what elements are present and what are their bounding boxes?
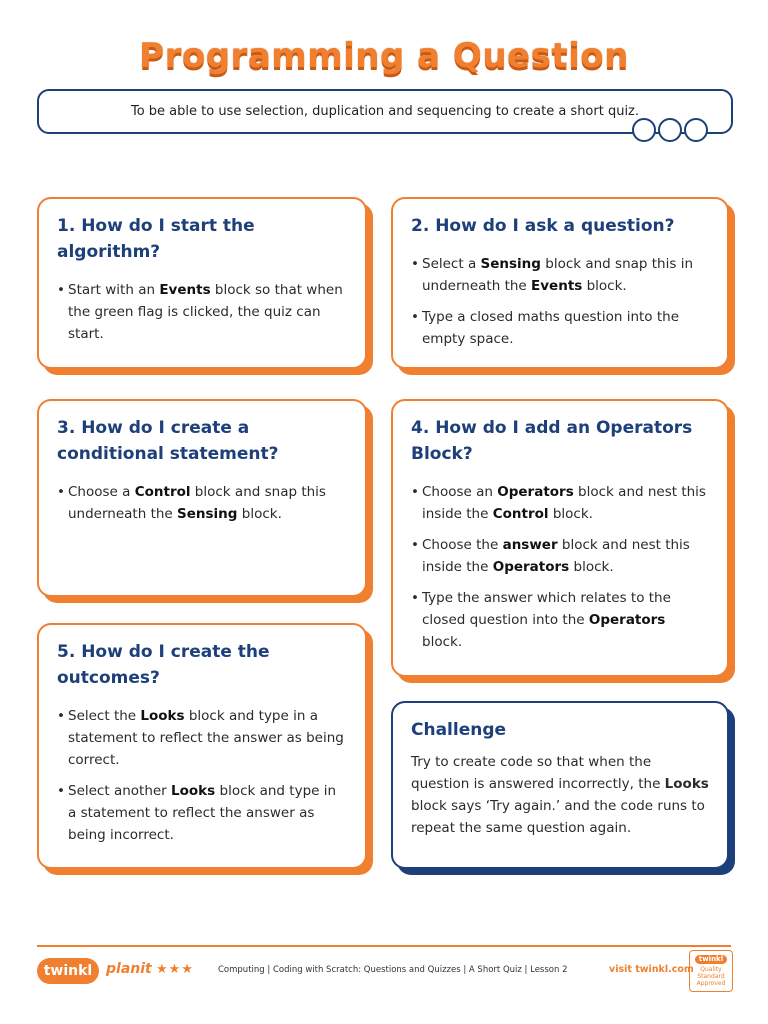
quality-seal <box>689 950 733 992</box>
bullet-item <box>57 780 347 846</box>
bullet-bold-text: Looks <box>140 708 185 724</box>
challenge-heading: Challenge <box>411 720 507 740</box>
bullet-text: block and snap this underneath the <box>68 484 326 522</box>
challenge-card <box>391 701 729 869</box>
twinkl-logo[interactable]: twinkl <box>37 958 99 984</box>
bullet-item <box>411 253 709 297</box>
challenge-text-part: block says ‘Try again.’ and the code runs to repeat the same question again. <box>411 798 705 836</box>
learning-objective <box>37 89 733 134</box>
card-5 <box>37 623 367 869</box>
bullet-bold-text: Events <box>159 282 211 298</box>
challenge-text-bold: Looks <box>664 776 709 792</box>
bullet-list <box>57 705 347 846</box>
challenge-text-part: Try to create code so that when the question is answered incorrectly, the <box>411 754 665 792</box>
decorative-circles <box>632 118 710 142</box>
bullet-bold-text: answer <box>502 537 558 553</box>
card-1 <box>37 197 367 369</box>
card-2 <box>391 197 729 369</box>
bullet-bold-text: Sensing <box>177 506 238 522</box>
bullet-text: block so that when the green flag is clicked, the quiz can start. <box>68 282 343 342</box>
breadcrumb: Computing | Coding with Scratch: Questions and Quizzes | A Short Quiz | Lesson 2 <box>218 965 568 975</box>
objective-text: To be able to use selection, duplication and sequencing to create a short quiz. <box>130 104 640 119</box>
bullet-bold-text: Operators <box>497 484 574 500</box>
page-title: Programming a Question <box>139 36 629 76</box>
card-heading: 4. How do I add an Operators Block? <box>411 418 693 464</box>
challenge-text <box>411 751 709 839</box>
bullet-bold-text: Looks <box>171 783 216 799</box>
bullet-bold-text: Operators <box>588 612 666 628</box>
bullet-text: block and snap this in underneath the <box>422 256 693 294</box>
circle-icon <box>632 118 656 142</box>
stars-icon: ★★★ <box>156 962 194 977</box>
bullet-item <box>57 481 347 525</box>
bullet-text: block and type in a statement to reflect the answer as being correct. <box>68 708 344 768</box>
card-heading: 1. How do I start the algorithm? <box>57 216 255 262</box>
bullet-text: Select the <box>68 708 141 724</box>
bullet-item <box>411 534 709 578</box>
bullet-text: block. <box>582 278 627 294</box>
bullet-text: Type a closed maths question into the empty space. <box>422 309 680 347</box>
card-4 <box>391 399 729 677</box>
visit-link[interactable]: visit twinkl.com <box>609 964 694 975</box>
bullet-text: block and type in a statement to reflect the answer as being incorrect. <box>68 783 337 843</box>
bullet-text: Select another <box>68 783 172 799</box>
bullet-text: Start with an <box>68 282 160 298</box>
circle-icon <box>684 118 708 142</box>
seal-logo: twinkl <box>695 955 727 964</box>
bullet-text: Choose a <box>68 484 135 500</box>
bullet-bold-text: Control <box>492 506 549 522</box>
bullet-text: block and nest this inside the <box>422 484 706 522</box>
bullet-list <box>57 279 347 345</box>
bullet-item <box>57 705 347 771</box>
bullet-text: block. <box>569 559 614 575</box>
bullet-text: Type the answer which relates to the closed question into the <box>422 590 671 628</box>
bullet-text: block. <box>237 506 282 522</box>
bullet-text: Select a <box>422 256 481 272</box>
bullet-bold-text: Sensing <box>480 256 541 272</box>
bullet-bold-text: Operators <box>492 559 570 575</box>
bullet-text: block and nest this inside the <box>422 537 690 575</box>
circle-icon <box>658 118 682 142</box>
bullet-text: Choose an <box>422 484 498 500</box>
bullet-item <box>411 587 709 653</box>
planit-logo: planit <box>106 961 152 977</box>
bullet-list <box>57 481 347 525</box>
bullet-text: Choose the <box>422 537 503 553</box>
card-heading: 2. How do I ask a question? <box>411 216 675 236</box>
bullet-item <box>57 279 347 345</box>
bullet-text: block. <box>422 634 463 650</box>
bullet-text: block. <box>548 506 593 522</box>
bullet-bold-text: Events <box>531 278 583 294</box>
footer-divider <box>37 945 731 947</box>
bullet-bold-text: Control <box>134 484 191 500</box>
bullet-list <box>411 253 709 350</box>
card-heading: 5. How do I create the outcomes? <box>57 642 270 688</box>
card-3 <box>37 399 367 597</box>
bullet-list <box>411 481 709 653</box>
bullet-item <box>411 306 709 350</box>
card-heading: 3. How do I create a conditional statement? <box>57 418 279 464</box>
bullet-item <box>411 481 709 525</box>
seal-text: Quality Standard Approved <box>696 966 726 987</box>
